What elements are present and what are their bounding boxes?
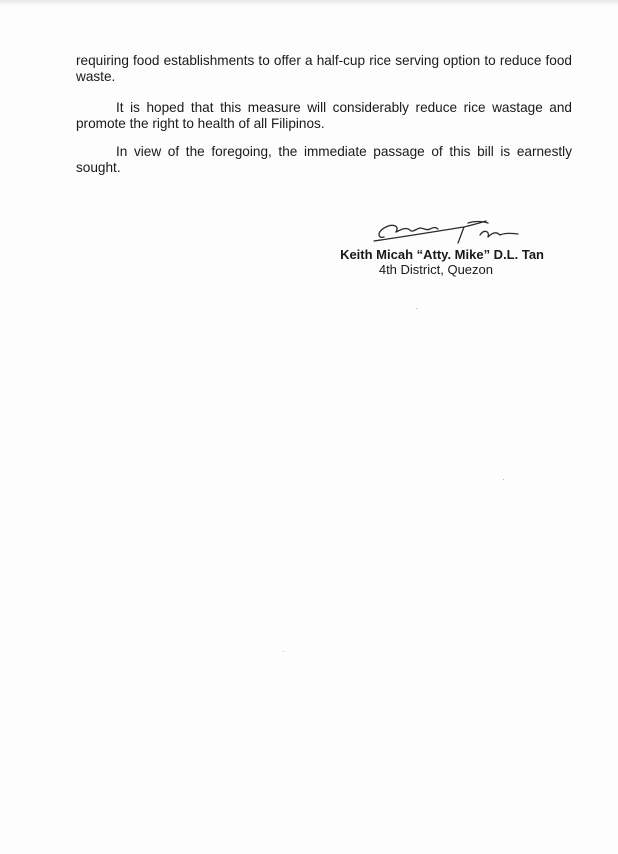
- paragraph-continuation: requiring food establishments to offer a half-cup rice serving option to reduce food waste.: [76, 53, 572, 84]
- scan-speck: [503, 479, 504, 480]
- scan-speck: [416, 308, 417, 309]
- signatory-name: Keith Micah “Atty. Mike” D.L. Tan: [340, 247, 544, 262]
- signatory-district: 4th District, Quezon: [378, 262, 493, 277]
- paragraph-passage-request: In view of the foregoing, the immediate passage of this bill is earnestly sought.: [76, 144, 572, 175]
- scan-speck: [283, 651, 284, 652]
- scan-edge-shading: [0, 0, 618, 6]
- paragraph-hoped-measure: It is hoped that this measure will considerably reduce rice wastage and promote the right to health of all Filipinos.: [76, 100, 572, 131]
- handwritten-signature: [372, 215, 522, 247]
